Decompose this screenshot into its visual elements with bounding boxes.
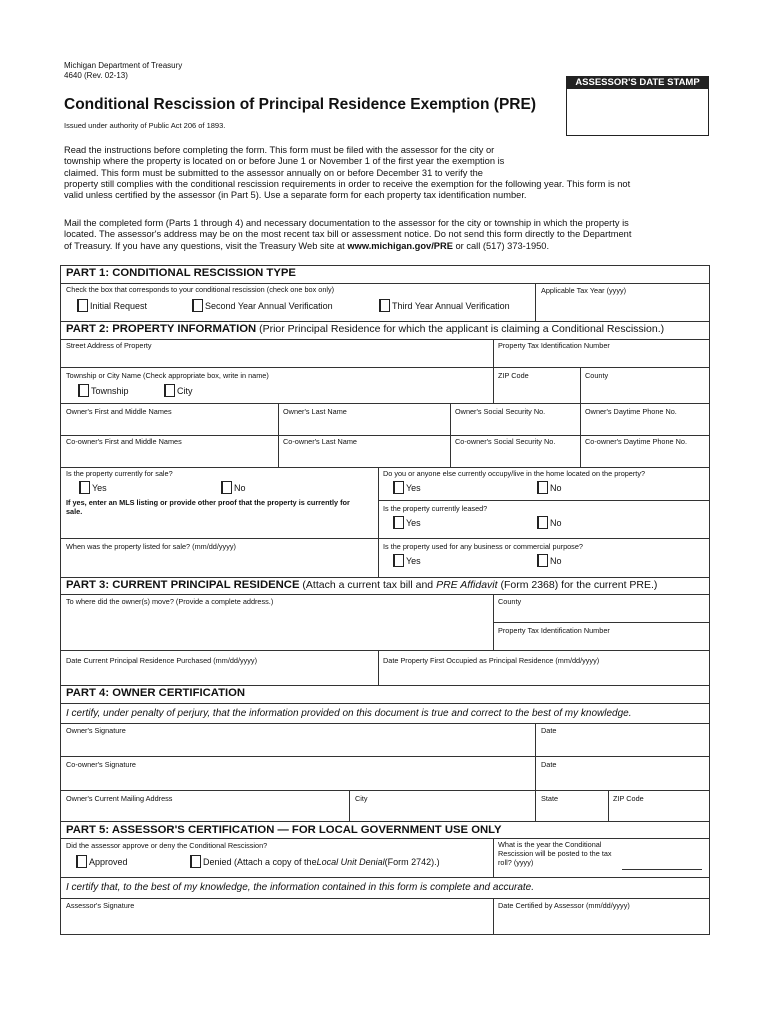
agency-header <box>64 61 182 81</box>
divider <box>60 877 710 878</box>
divider <box>580 367 581 403</box>
mailing-state-label: State <box>541 794 559 803</box>
checkbox-box[interactable] <box>164 384 175 397</box>
instruction-text: or call (517) 373-1950. <box>452 240 550 251</box>
divider <box>378 500 710 501</box>
owner-date-label: Date <box>541 726 557 735</box>
instruction-line: property still complies with the conditional rescission requirements in order to receive the exemption for the following year. This form is not <box>64 178 631 189</box>
checkbox-box[interactable] <box>537 516 548 529</box>
for-sale-no-checkbox[interactable] <box>221 481 246 494</box>
part3-subtitle-italic: PRE Affidavit <box>436 579 498 591</box>
township-city-label: Township or City Name (Check appropriate box, write in name) <box>66 371 269 380</box>
instruction-line: Mail the completed form (Parts 1 through 4) and necessary documentation to the assessor for the city or township in which the property is <box>64 218 629 228</box>
divider <box>60 898 710 899</box>
part1-title: PART 1: CONDITIONAL RESCISSION TYPE <box>66 267 296 279</box>
moved-to-label: To where did the owner(s) move? (Provide a complete address.) <box>66 597 274 606</box>
posting-year-question: What is the year the Conditional Rescission will be posted to the tax roll? (yyyy) <box>498 840 612 867</box>
divider <box>60 790 710 791</box>
instructions-paragraph-1 <box>64 145 630 201</box>
denied-checkbox[interactable] <box>190 855 440 868</box>
checkbox-box[interactable] <box>221 481 232 494</box>
instruction-text: of Treasury. If you have any questions, visit the Treasury Web site at <box>64 240 348 251</box>
part3-county-label: County <box>498 597 522 606</box>
divider <box>493 838 494 877</box>
option-label: No <box>550 517 562 528</box>
option-label: Yes <box>406 555 421 566</box>
divider <box>493 367 494 403</box>
divider <box>60 467 710 468</box>
option-label: Initial Request <box>90 300 148 311</box>
divider <box>608 790 609 821</box>
tax-year-label: Applicable Tax Year (yyyy) <box>541 286 627 295</box>
instructions-paragraph-2 <box>64 218 631 252</box>
part4-title: PART 4: OWNER CERTIFICATION <box>66 687 246 699</box>
divider <box>378 467 379 577</box>
part2-subtitle: (Prior Principal Residence for which the applicant is claiming a Conditional Rescission.) <box>256 323 665 335</box>
occupy-yes-checkbox[interactable] <box>393 481 421 494</box>
instruction-line: valid unless certified by the assessor (in Part 5). Use a separate form for each property tax identification number. <box>64 190 527 201</box>
part5-title: PART 5: ASSESSOR'S CERTIFICATION — FOR LOCAL GOVERNMENT USE ONLY <box>66 824 502 836</box>
instruction-line <box>64 241 631 252</box>
divider <box>60 339 710 340</box>
divider <box>60 685 710 686</box>
option-label: (Form 2742).) <box>384 856 440 867</box>
part2-heading <box>66 323 664 335</box>
third-year-checkbox[interactable] <box>379 299 510 312</box>
checkbox-box[interactable] <box>393 481 404 494</box>
divider <box>60 403 710 404</box>
coowner-date-label: Date <box>541 760 557 769</box>
mls-note: If yes, enter an MLS listing or provide other proof that the property is currently for sale. <box>66 498 350 516</box>
part3-subtitle: (Form 2368) for the current PRE.) <box>497 579 658 591</box>
city-checkbox[interactable] <box>164 384 193 397</box>
for-sale-question: Is the property currently for sale? <box>66 469 173 478</box>
part3-title: PART 3: CURRENT PRINCIPAL RESIDENCE <box>66 579 300 591</box>
part3-ptin-label: Property Tax Identification Number <box>498 626 610 635</box>
leased-no-checkbox[interactable] <box>537 516 562 529</box>
divider <box>535 283 536 321</box>
coowner-signature-label: Co-owner's Signature <box>66 760 136 769</box>
divider <box>60 703 710 704</box>
listed-date-label: When was the property listed for sale? (mm/dd/yyyy) <box>66 542 236 551</box>
checkbox-box[interactable] <box>379 299 390 312</box>
checkbox-box[interactable] <box>76 855 87 868</box>
owner-ssn-label: Owner's Social Security No. <box>455 407 546 416</box>
coowner-ssn-label: Co-owner's Social Security No. <box>455 437 556 446</box>
part1-check-label: Check the box that corresponds to your conditional rescission (check one box only) <box>66 285 335 294</box>
coowner-phone-label: Co-owner's Daytime Phone No. <box>585 437 687 446</box>
checkbox-box[interactable] <box>78 384 89 397</box>
divider <box>60 821 710 822</box>
mailing-zip-label: ZIP Code <box>613 794 644 803</box>
for-sale-yes-checkbox[interactable] <box>79 481 107 494</box>
coowner-first-label: Co-owner's First and Middle Names <box>66 437 182 446</box>
option-label: No <box>550 555 562 566</box>
divider <box>60 838 710 839</box>
divider <box>60 367 710 368</box>
mailing-address-label: Owner's Current Mailing Address <box>66 794 173 803</box>
divider <box>60 321 710 322</box>
leased-yes-checkbox[interactable] <box>393 516 421 529</box>
owner-phone-label: Owner's Daytime Phone No. <box>585 407 677 416</box>
agency-name: Michigan Department of Treasury <box>64 61 183 70</box>
approve-question: Did the assessor approve or deny the Conditional Rescission? <box>66 841 268 850</box>
business-no-checkbox[interactable] <box>537 554 562 567</box>
option-label: Yes <box>406 482 421 493</box>
checkbox-box[interactable] <box>79 481 90 494</box>
checkbox-box[interactable] <box>393 516 404 529</box>
initial-request-checkbox[interactable] <box>77 299 147 312</box>
checkbox-box[interactable] <box>77 299 88 312</box>
option-label: Second Year Annual Verification <box>205 300 333 311</box>
divider <box>60 283 710 284</box>
divider <box>493 622 710 623</box>
option-label: Approved <box>89 856 128 867</box>
treasury-website-link[interactable]: www.michigan.gov/PRE <box>347 240 453 251</box>
occupy-question: Do you or anyone else currently occupy/live in the home located on the property? <box>383 469 646 478</box>
stamp-label: ASSESSOR'S DATE STAMP <box>567 77 708 89</box>
assessor-date-stamp-box <box>566 76 709 136</box>
zip-label: ZIP Code <box>498 371 529 380</box>
divider <box>493 339 494 367</box>
divider <box>60 577 710 578</box>
instruction-line: located. The assessor's address may be on the most recent tax bill or assessment notice. Do not send this form directly to the Department <box>64 229 632 240</box>
ptin-label: Property Tax Identification Number <box>498 341 610 350</box>
mailing-city-label: City <box>355 794 368 803</box>
authority-line: Issued under authority of Public Act 206 of 1893. <box>64 121 226 130</box>
option-label: Township <box>91 385 129 396</box>
second-year-checkbox[interactable] <box>192 299 333 312</box>
owner-signature-label: Owner's Signature <box>66 726 126 735</box>
divider <box>60 538 710 539</box>
option-label: No <box>234 482 246 493</box>
approved-checkbox[interactable] <box>76 855 128 868</box>
instruction-line: Read the instructions before completing the form. This form must be filed with the assessor for the city or <box>64 145 495 155</box>
option-label: City <box>177 385 193 396</box>
divider <box>378 650 379 685</box>
part3-subtitle: (Attach a current tax bill and <box>299 579 437 591</box>
owner-first-label: Owner's First and Middle Names <box>66 407 172 416</box>
option-label: Yes <box>92 482 107 493</box>
township-checkbox[interactable] <box>78 384 129 397</box>
option-label: No <box>550 482 562 493</box>
owner-last-label: Owner's Last Name <box>283 407 347 416</box>
business-question: Is the property used for any business or commercial purpose? <box>383 542 583 551</box>
divider <box>60 650 710 651</box>
part1-heading <box>66 267 296 279</box>
divider <box>60 723 710 724</box>
divider <box>60 594 710 595</box>
assessor-signature-label: Assessor's Signature <box>66 901 135 910</box>
part3-heading <box>66 579 657 591</box>
owner-certification-statement: I certify, under penalty of perjury, that the information provided on this document is true and correct to the best of my knowledge. <box>66 708 632 719</box>
form-number: 4640 (Rev. 02-13) <box>64 71 128 80</box>
instruction-line: township where the property is located on or before June 1 or November 1 of the first year the exemption is <box>64 156 505 167</box>
checkbox-box[interactable] <box>537 481 548 494</box>
divider <box>60 756 710 757</box>
option-label: Yes <box>406 517 421 528</box>
occupied-date-label: Date Property First Occupied as Principal Residence (mm/dd/yyyy) <box>383 656 600 665</box>
business-yes-checkbox[interactable] <box>393 554 421 567</box>
occupy-no-checkbox[interactable] <box>537 481 562 494</box>
divider <box>60 435 710 436</box>
form-title: Conditional Rescission of Principal Residence Exemption (PRE) <box>64 96 536 113</box>
part2-title: PART 2: PROPERTY INFORMATION <box>66 323 257 335</box>
county-label: County <box>585 371 609 380</box>
checkbox-box[interactable] <box>190 855 201 868</box>
street-address-label: Street Address of Property <box>66 341 152 350</box>
leased-question: Is the property currently leased? <box>383 504 488 513</box>
part5-heading <box>66 824 502 836</box>
checkbox-box[interactable] <box>192 299 203 312</box>
divider <box>349 790 350 821</box>
date-certified-label: Date Certified by Assessor (mm/dd/yyyy) <box>498 901 630 910</box>
divider <box>493 898 494 935</box>
checkbox-box[interactable] <box>393 554 404 567</box>
purchased-date-label: Date Current Principal Residence Purchased (mm/dd/yyyy) <box>66 656 258 665</box>
checkbox-box[interactable] <box>537 554 548 567</box>
assessor-certification-statement: I certify that, to the best of my knowledge, the information contained in this form is complete and accurate. <box>66 882 535 893</box>
option-label: Third Year Annual Verification <box>392 300 510 311</box>
option-label-italic: Local Unit Denial <box>316 856 385 867</box>
part4-heading <box>66 687 245 699</box>
option-label: Denied (Attach a copy of the <box>203 856 317 867</box>
divider <box>535 723 536 821</box>
coowner-last-label: Co-owner's Last Name <box>283 437 357 446</box>
posting-year-field[interactable] <box>622 869 702 870</box>
instruction-line: claimed. This form must be submitted to the assessor annually on or before December 31 to verify the <box>64 167 483 178</box>
